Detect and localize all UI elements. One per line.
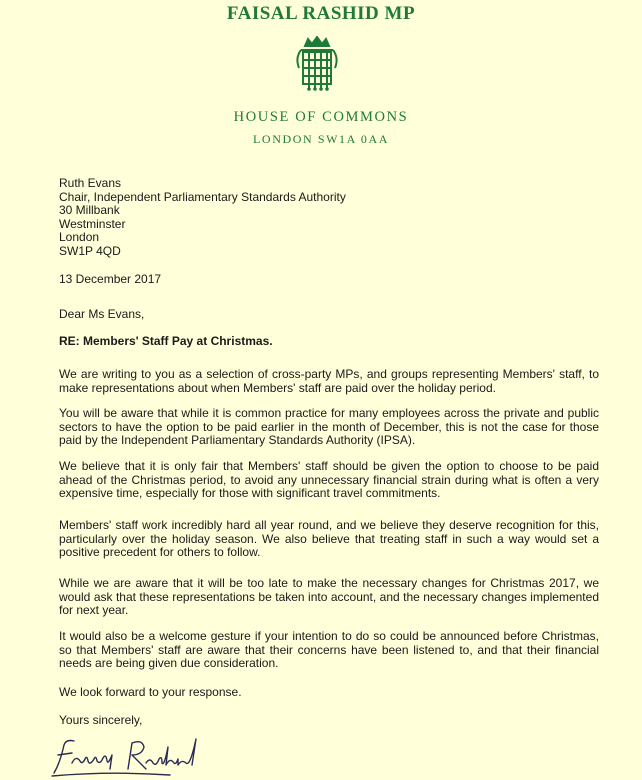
salutation: Dear Ms Evans,	[59, 307, 145, 321]
mp-name: FAISAL RASHID MP	[226, 3, 416, 24]
letterhead-address: LONDON SW1A 0AA	[253, 132, 389, 146]
body-paragraph: We are writing to you as a selection of cross-party MPs, and groups representing Members' staff, to make representations about when Members' staff are paid over the holiday period.	[59, 367, 599, 395]
recipient-line: London	[59, 230, 100, 244]
recipient-line: Ruth Evans	[59, 176, 122, 190]
body-paragraph: It would also be a welcome gesture if your intention to do so could be announced before Christmas, so that Members' staff are aware that their concerns have been listened to, and that their financial needs are being given due consideration.	[59, 629, 599, 670]
closing-line: We look forward to your response.	[59, 685, 242, 699]
body-paragraph: You will be aware that while it is common practice for many employees across the private and public sectors to have the option to be paid earlier in the month of December, this is not the case for those paid by the Independent Parliamentary Standards Authority (IPSA).	[59, 406, 599, 447]
house-of-commons: HOUSE OF COMMONS	[233, 109, 409, 125]
letter-date: 13 December 2017	[59, 272, 162, 286]
portcullis-icon	[293, 36, 341, 92]
handwritten-signature	[50, 733, 210, 778]
recipient-line: SW1P 4QD	[59, 243, 121, 258]
body-paragraph: While we are aware that it will be too late to make the necessary changes for Christmas 2017, we would ask that these representations be taken into account, and the necessary changes implemented for next year.	[59, 576, 599, 617]
recipient-line: Westminster	[59, 216, 126, 231]
recipient-line: Chair, Independent Parliamentary Standards Authority	[59, 189, 346, 204]
body-paragraph: We believe that it is only fair that Members' staff should be given the option to choose to be paid ahead of the Christmas period, to avoid any unnecessary financial strain during what is often a very expensive time, especially for those with significant travel commitments.	[59, 459, 599, 500]
recipient-line: 30 Millbank	[59, 203, 120, 217]
sign-off: Yours sincerely,	[59, 713, 143, 727]
recipient-address	[59, 177, 599, 258]
subject-line: RE: Members' Staff Pay at Christmas.	[59, 334, 273, 348]
body-paragraph: Members' staff work incredibly hard all year round, and we believe they deserve recognition for this, particularly over the holiday season. We also believe that treating staff in such a way would set a positive precedent for others to follow.	[59, 518, 599, 559]
